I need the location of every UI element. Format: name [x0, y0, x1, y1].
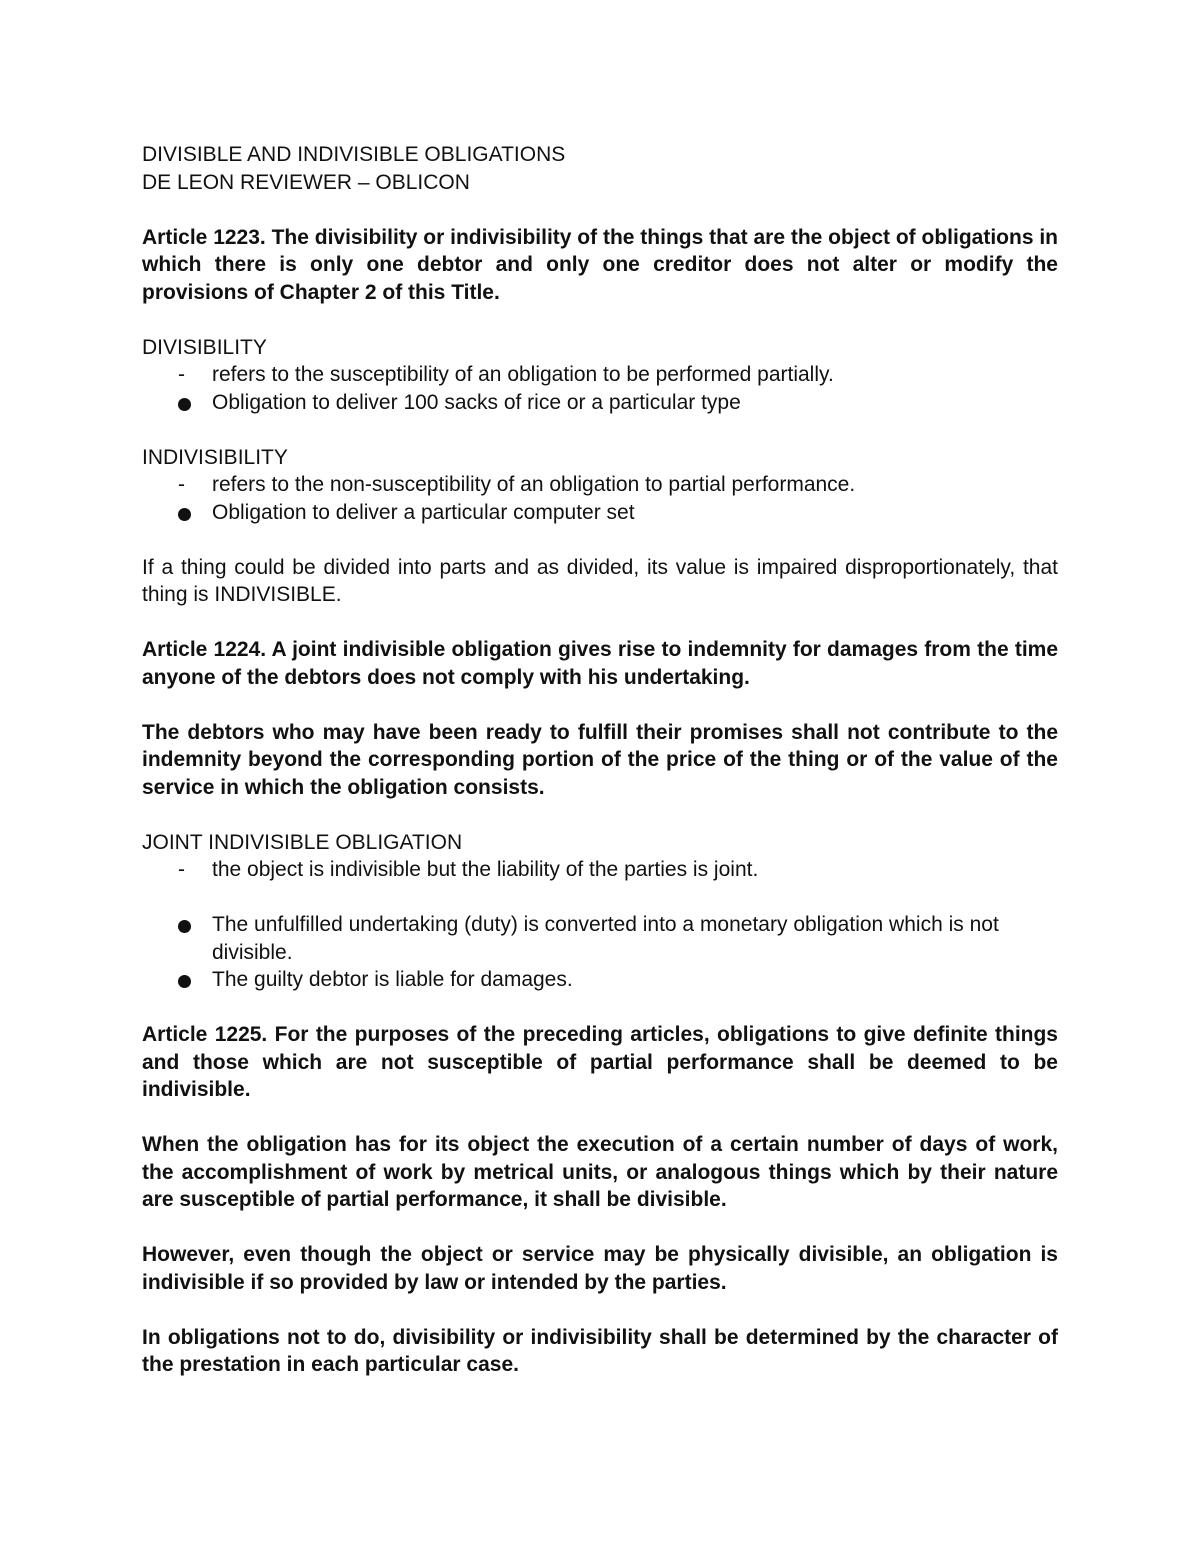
- indivisibility-example: Obligation to deliver a particular computer set: [212, 500, 635, 524]
- bullet-icon: [178, 920, 191, 933]
- joint-indivisible-heading: JOINT INDIVISIBLE OBLIGATION: [142, 830, 463, 854]
- joint-indivisible-point-1: The unfulfilled undertaking (duty) is converted into a monetary obligation which is not divisible.: [212, 913, 999, 964]
- indivisible-note: If a thing could be divided into parts and as divided, its value is impaired disproportionately, that thing is INDIVISIBLE.: [142, 555, 1058, 606]
- dash-marker: -: [178, 473, 185, 496]
- divisibility-section: [142, 334, 1058, 417]
- divisibility-heading: DIVISIBILITY: [142, 335, 267, 359]
- joint-indivisible-point-1-item: [142, 911, 1058, 966]
- spacer: [142, 196, 1058, 224]
- dash-marker: -: [178, 363, 185, 386]
- divisibility-example: Obligation to deliver 100 sacks of rice or a particular type: [212, 390, 741, 414]
- divisibility-definition: refers to the susceptibility of an obligation to be performed partially.: [212, 363, 834, 386]
- indivisibility-section: [142, 444, 1058, 527]
- joint-indivisible-definition-item: [142, 856, 1058, 884]
- indivisibility-definition: refers to the non-susceptibility of an obligation to partial performance.: [212, 473, 856, 496]
- spacer: [142, 884, 1058, 912]
- bullet-icon: [178, 975, 191, 988]
- article-1225-text: Article 1225. For the purposes of the preceding articles, obligations to give definite things and those which are not susceptible of partial performance shall be deemed to be indivisible.: [142, 1023, 1058, 1101]
- document-page: [142, 141, 1058, 1406]
- article-1225-paragraph-3: However, even though the object or service may be physically divisible, an obligation is indivisible if so provided by law or intended by the parties.: [142, 1243, 1058, 1294]
- document-subtitle: DE LEON REVIEWER – OBLICON: [142, 170, 470, 194]
- indivisibility-heading: INDIVISIBILITY: [142, 445, 288, 469]
- joint-indivisible-definition: the object is indivisible but the liability of the parties is joint.: [212, 858, 759, 881]
- article-1224-paragraph-2: The debtors who may have been ready to fulfill their promises shall not contribute to the indemnity beyond the corresponding portion of the price of the thing or of the value of the service in which the obligation consists.: [142, 720, 1058, 799]
- divisibility-example-item: [142, 389, 1058, 417]
- bullet-icon: [178, 398, 191, 411]
- article-1225-paragraph-4: In obligations not to do, divisibility or indivisibility shall be determined by the character of the prestation in each particular case.: [142, 1325, 1058, 1376]
- bullet-icon: [178, 508, 191, 521]
- article-1223-text: Article 1223. The divisibility or indivisibility of the things that are the object of obligations in which there is only one debtor and only one creditor does not alter or modify the provisions of Chapter 2 of this Title.: [142, 225, 1058, 304]
- joint-indivisible-section: [142, 829, 1058, 994]
- article-1224-text: Article 1224. A joint indivisible obligation gives rise to indemnity for damages from the time anyone of the debtors does not comply with his undertaking.: [142, 638, 1058, 689]
- joint-indivisible-point-2-item: [142, 966, 1058, 994]
- indivisibility-example-item: [142, 499, 1058, 527]
- dash-marker: -: [178, 858, 185, 881]
- document-title: DIVISIBLE AND INDIVISIBLE OBLIGATIONS: [142, 143, 566, 166]
- indivisibility-definition-item: [142, 471, 1058, 499]
- article-1225-paragraph-2: When the obligation has for its object the execution of a certain number of days of work, the accomplishment of work by metrical units, or analogous things which by their nature are susceptible of partial performance, it shall be divisible.: [142, 1133, 1058, 1211]
- joint-indivisible-point-2: The guilty debtor is liable for damages.: [212, 968, 573, 991]
- divisibility-definition-item: [142, 361, 1058, 389]
